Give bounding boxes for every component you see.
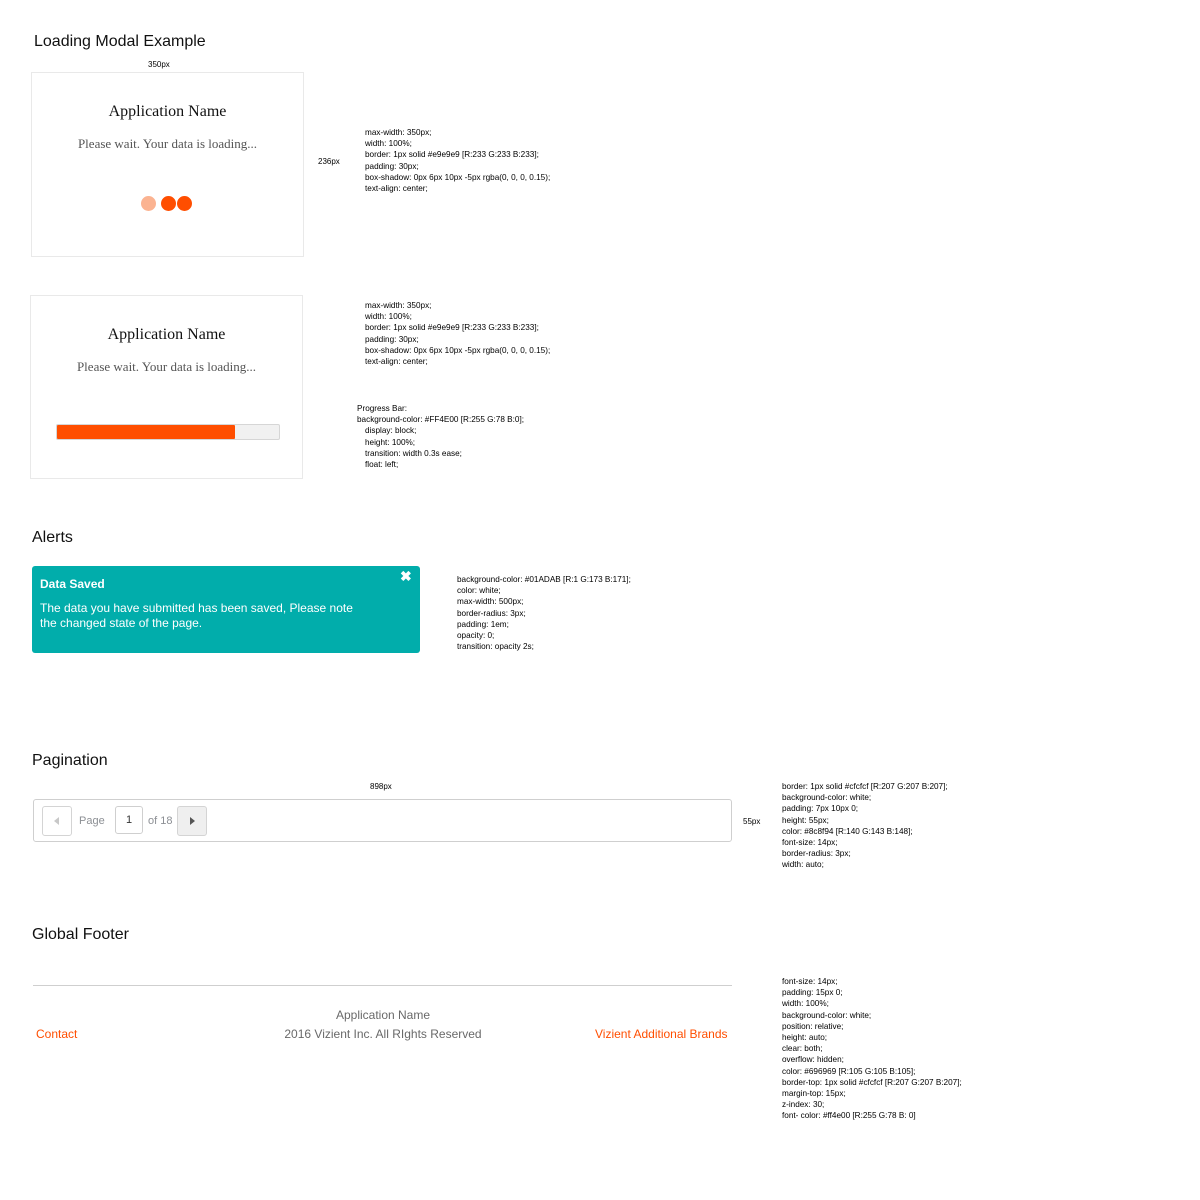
footer-divider [33, 985, 732, 986]
spec-line: padding: 7px 10px 0; [782, 804, 859, 814]
spec-line: font-size: 14px; [782, 977, 838, 986]
spec-line: opacity: 0; [457, 631, 495, 641]
spec-line: height: auto; [782, 1033, 828, 1043]
spec-line: padding: 15px 0; [782, 988, 843, 998]
footer-spec [782, 976, 962, 1122]
spec-line: padding: 30px; [365, 161, 419, 171]
spec-line: text-align: center; [365, 184, 428, 194]
alert-body: The data you have submitted has been saved, Please note the changed state of the page. [40, 601, 353, 630]
spec-line: float: left; [365, 460, 399, 470]
spec-line: width: 100%; [365, 139, 412, 149]
spec-line: border: 1px solid #cfcfcf [R:207 G:207 B:207]; [782, 782, 948, 791]
spec-line: overflow: hidden; [782, 1055, 844, 1065]
spec-line: border-radius: 3px; [782, 849, 851, 859]
spec-line: width: auto; [782, 860, 824, 870]
spec-line: box-shadow: 0px 6px 10px -5px rgba(0, 0, 0, 0.15); [365, 172, 551, 182]
close-icon[interactable]: ✖ [400, 568, 412, 584]
spec-line: background-color: white; [782, 793, 872, 803]
spec-line: transition: opacity 2s; [457, 642, 534, 652]
spec-line: box-shadow: 0px 6px 10px -5px rgba(0, 0, 0, 0.15); [365, 345, 551, 355]
modal-app-name: Application Name [107, 326, 226, 343]
footer-copyright: 2016 Vizient Inc. All RIghts Reserved [284, 1027, 482, 1041]
pagination-section-title: Pagination [32, 752, 108, 769]
spec-line: text-align: center; [365, 357, 428, 367]
alert-spec [457, 574, 631, 652]
pagination-height-label: 55px [743, 817, 761, 826]
loading-dot-2 [161, 196, 176, 211]
pagination-bar [33, 799, 732, 842]
modal-loading-message: Please wait. Your data is loading... [76, 359, 257, 374]
footer-app-name: Application Name [335, 1008, 431, 1022]
spec-line: z-index: 30; [782, 1100, 825, 1110]
footer-section-title: Global Footer [32, 926, 129, 943]
next-page-button[interactable] [177, 806, 207, 836]
modal-width-label: 350px [148, 60, 170, 69]
progress-bar-spec [357, 403, 524, 470]
spec-line: border: 1px solid #e9e9e9 [R:233 G:233 B:233]; [365, 150, 539, 160]
loading-modal-progress [30, 295, 303, 479]
spec-line: height: 100%; [365, 437, 416, 447]
spec-line: height: 55px; [782, 815, 829, 825]
spec-line: padding: 1em; [457, 619, 509, 629]
alert-title: Data Saved [40, 577, 105, 591]
spec-line: max-width: 350px; [365, 128, 432, 137]
spec-line: color: white; [457, 586, 501, 596]
alert-data-saved [32, 566, 420, 653]
alerts-section-title: Alerts [32, 529, 73, 546]
spec-line: padding: 30px; [365, 334, 419, 344]
spinner-modal-spec [365, 127, 550, 194]
spec-line: display: block; [365, 426, 417, 436]
spec-line: background-color: white; [782, 1010, 872, 1020]
spec-line: width: 100%; [782, 999, 829, 1009]
modal-app-name: Application Name [108, 103, 227, 120]
prev-page-button[interactable] [42, 806, 72, 836]
progress-bar-fill [57, 425, 235, 439]
chevron-right-icon [190, 817, 195, 825]
page-number-input[interactable]: 1 [115, 806, 143, 834]
pagination-width-label: 898px [370, 782, 392, 791]
spec-line: color: #696969 [R:105 G:105 B:105]; [782, 1066, 916, 1076]
footer-contact-link[interactable]: Contact [36, 1027, 78, 1041]
modal-loading-message: Please wait. Your data is loading... [77, 136, 258, 151]
spec-line: margin-top: 15px; [782, 1089, 846, 1099]
footer-brands-link[interactable]: Vizient Additional Brands [595, 1027, 728, 1041]
spec-line: background-color: #01ADAB [R:1 G:173 B:171]; [457, 575, 631, 584]
spec-line: color: #8c8f94 [R:140 G:143 B:148]; [782, 826, 913, 836]
page-label: Page [79, 815, 105, 827]
spec-line: max-width: 500px; [457, 597, 524, 607]
chevron-left-icon [54, 817, 59, 825]
spec-line: border-top: 1px solid #cfcfcf [R:207 G:207 B:207]; [782, 1077, 962, 1087]
spec-line: max-width: 350px; [365, 301, 432, 310]
loading-dot-1 [141, 196, 156, 211]
spec-title: Progress Bar: [357, 404, 408, 413]
spec-line: position: relative; [782, 1021, 844, 1031]
spec-line: width: 100%; [365, 312, 412, 322]
spec-line: font- color: #ff4e00 [R:255 G:78 B: 0] [782, 1111, 916, 1121]
spec-line: border-radius: 3px; [457, 608, 526, 618]
spec-line: border: 1px solid #e9e9e9 [R:233 G:233 B:233]; [365, 323, 539, 333]
spec-line: transition: width 0.3s ease; [365, 448, 462, 458]
spec-line: font-size: 14px; [782, 838, 838, 848]
loading-section-title: Loading Modal Example [34, 33, 206, 50]
loading-dot-3 [177, 196, 192, 211]
page-count-label: of 18 [148, 815, 173, 827]
spec-line: background-color: #FF4E00 [R:255 G:78 B:0]; [357, 415, 525, 425]
loading-modal-spinner [31, 72, 304, 257]
modal-height-label: 236px [318, 157, 340, 166]
progress-modal-spec [365, 300, 550, 367]
pagination-spec [782, 781, 948, 871]
progress-bar-track [56, 424, 280, 440]
spec-line: clear: both; [782, 1044, 823, 1054]
